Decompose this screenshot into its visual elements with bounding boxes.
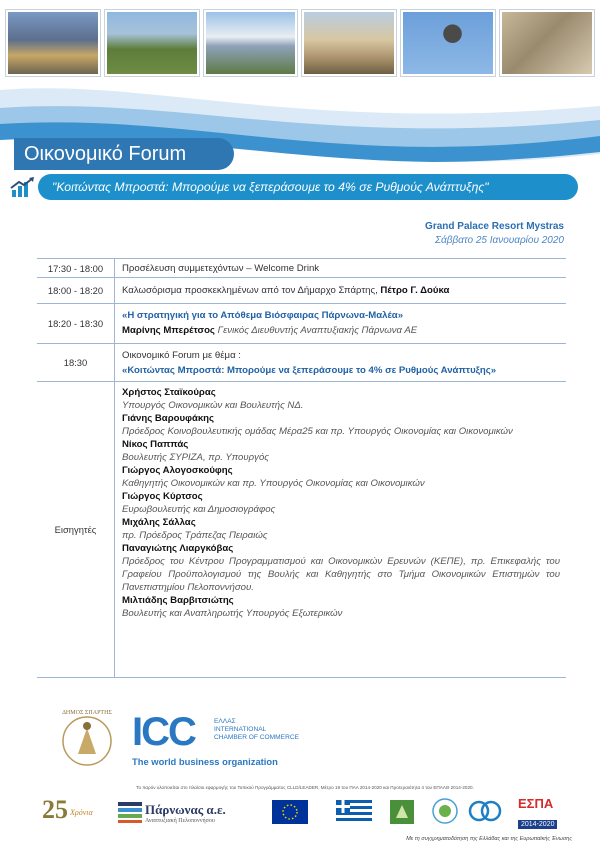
icc-mark: ICC bbox=[132, 710, 195, 754]
speaker-role: Υπουργός Οικονομικών και Βουλευτής ΝΔ. bbox=[122, 400, 304, 411]
program-row bbox=[37, 258, 566, 278]
program-item: Προσέλευση συμμετεχόντων – Welcome Drink bbox=[122, 262, 320, 274]
dimos-spartis-logo bbox=[58, 710, 116, 768]
venue-block bbox=[425, 221, 564, 246]
event-date: Σάββατο 25 Ιανουαρίου 2020 bbox=[435, 235, 564, 246]
photo-mosaic bbox=[500, 10, 594, 76]
eu-flag-logo bbox=[272, 800, 308, 824]
program-time: 18:30 bbox=[37, 344, 115, 381]
speaker-entry bbox=[122, 412, 560, 438]
speaker-name: Μαρίνης Μπερέτσος bbox=[122, 325, 215, 336]
forum-intro: Οικονομικό Forum με θέμα : bbox=[122, 350, 241, 361]
program-time: 18:00 - 18:20 bbox=[37, 278, 115, 303]
speaker-name: Μιλτιάδης Βαρβιτσιώτης bbox=[122, 595, 234, 606]
speaker-role: Γενικός Διευθυντής Αναπτυξιακής Πάρνωνα ΑΕ bbox=[217, 325, 418, 336]
icc-side-line: ΕΛΛΑΣ bbox=[214, 718, 236, 725]
program-row bbox=[37, 344, 566, 382]
speaker-role: Πρόεδρος Κοινοβουλευτικής ομάδας Μέρα25 και πρ. Υπουργός Οικονομίας και Οικονομικών bbox=[122, 426, 513, 437]
icc-tagline: The world business organization bbox=[132, 756, 278, 767]
photo-taygetos-mountains bbox=[204, 10, 298, 76]
speaker-entry bbox=[122, 490, 560, 516]
espa-label: ΕΣΠΑ bbox=[518, 796, 554, 811]
leader-logo bbox=[390, 800, 414, 824]
speaker-entry bbox=[122, 438, 560, 464]
forum-title: Οικονομικό Forum bbox=[14, 138, 234, 170]
speakers-list bbox=[115, 382, 566, 677]
program-talk-title: «Η στρατηγική για το Απόθεμα Βιόσφαιρας Πάρνωνα-Μαλέα» bbox=[122, 310, 404, 321]
speaker-entry bbox=[122, 516, 560, 542]
program-item bbox=[115, 344, 566, 381]
speaker-name: Γιάνης Βαρουφάκης bbox=[122, 413, 215, 424]
espa-logo bbox=[518, 796, 568, 828]
speaker-role: Καθηγητής Οικονομικών και πρ. Υπουργός Οικονομίας και Οικονομικών bbox=[122, 478, 425, 489]
program-row bbox=[37, 278, 566, 304]
anniversary-word: Χρόνια bbox=[70, 808, 93, 817]
icc-side-line: CHAMBER OF COMMERCE bbox=[214, 734, 299, 741]
speaker-name: Χρήστος Σταϊκούρας bbox=[122, 387, 216, 398]
photo-landscape bbox=[105, 10, 199, 76]
speaker-entry bbox=[122, 464, 560, 490]
program-text: Καλωσόρισμα προσκεκλημένων από τον Δήμαρχο Σπάρτης, bbox=[122, 285, 378, 296]
speaker-name: Παναγιώτης Λιαργκόβας bbox=[122, 543, 234, 554]
anniversary-number: 25 bbox=[42, 795, 68, 824]
speaker-entry bbox=[122, 594, 560, 620]
program-item bbox=[115, 278, 566, 303]
forum-theme-banner: "Κοιτώντας Μπροστά: Μπορούμε να ξεπεράσουμε το 4% σε Ρυθμούς Ανάπτυξης" bbox=[38, 174, 578, 200]
dimos-spartis-label: ΔΗΜΟΣ ΣΠΑΡΤΗΣ bbox=[62, 710, 112, 716]
funding-fine-print: Το παρόν υλοποιείται στο πλαίσιο εφαρμογής του Τοπικού Προγράμματος CLLD/LEADER, Μέτρο 19 του ΠΑΑ 2014-2020 και Προτεραιότητα 4 του ΕΠΑΛΘ 2014-2020. bbox=[136, 785, 474, 790]
speaker-name: Νίκος Παππάς bbox=[122, 439, 189, 450]
speakers-label: Εισηγητές bbox=[37, 382, 115, 677]
cofunding-note: Με τη συγχρηματοδότηση της Ελλάδας και της Ευρωπαϊκής Ένωσης bbox=[406, 836, 572, 842]
photo-leonidas-statue bbox=[401, 10, 495, 76]
speaker-entry bbox=[122, 542, 560, 594]
program-time: 17:30 - 18:00 bbox=[37, 259, 115, 277]
program-table bbox=[37, 258, 566, 678]
speaker-name: Γιώργος Κύρτσος bbox=[122, 491, 203, 502]
program-row bbox=[37, 304, 566, 344]
speaker-role: Βουλευτής και Αναπληρωτής Υπουργός Εξωτερικών bbox=[122, 608, 343, 619]
parnon-logo bbox=[145, 802, 226, 824]
icc-logo bbox=[132, 712, 322, 772]
program-time: 18:20 - 18:30 bbox=[37, 304, 115, 343]
anniversary-25-logo bbox=[40, 796, 100, 830]
speaker-role: Πρόεδρος του Κέντρου Προγραμματισμού και Οικονομικών Ερευνών (ΚΕΠΕ), πρ. Επικεφαλής του Γραφείου Προϋπολογισμού της Βουλής και Καθηγητής στο Τμήμα Οικονομικών Επιστημών του Πανεπιστημίου Πελοποννήσου. bbox=[122, 556, 560, 593]
icc-side-text bbox=[214, 718, 299, 742]
header-photo-strip bbox=[6, 10, 594, 76]
decorative-wave bbox=[0, 78, 600, 188]
speaker-name: Γιώργος Αλογοσκούφης bbox=[122, 465, 233, 476]
mayor-name: Πέτρο Γ. Δούκα bbox=[380, 285, 450, 296]
venue-name: Grand Palace Resort Mystras bbox=[425, 221, 564, 232]
speaker-name: Μιχάλης Σάλλας bbox=[122, 517, 196, 528]
photo-archaeological-site bbox=[302, 10, 396, 76]
greek-flag-logo bbox=[336, 800, 372, 824]
program-item bbox=[115, 304, 566, 343]
parnon-stripes-icon bbox=[118, 800, 142, 824]
speaker-entry bbox=[122, 386, 560, 412]
espa-years: 2014-2020 bbox=[518, 820, 557, 829]
rural-development-logo bbox=[432, 798, 458, 824]
footer-logos bbox=[0, 700, 600, 850]
growth-chart-icon bbox=[10, 176, 36, 198]
photo-mystras-palace bbox=[6, 10, 100, 76]
forum-topic: «Κοιτώντας Μπροστά: Μπορούμε να ξεπεράσουμε το 4% σε Ρυθμούς Ανάπτυξης» bbox=[122, 365, 497, 376]
fisheries-programme-logo bbox=[468, 800, 502, 822]
icc-side-line: INTERNATIONAL bbox=[214, 726, 267, 733]
speaker-role: Ευρωβουλευτής και Δημοσιογράφος bbox=[122, 504, 276, 515]
parnon-name: Πάρνωνας α.ε. bbox=[145, 802, 226, 817]
speakers-row bbox=[37, 382, 566, 678]
sponsor-logos bbox=[40, 796, 580, 830]
speaker-role: Βουλευτής ΣΥΡΙΖΑ, πρ. Υπουργός bbox=[122, 452, 269, 463]
parnon-subtitle: Αναπτυξιακή Πελοποννήσου bbox=[145, 818, 215, 824]
speaker-role: πρ. Πρόεδρος Τράπεζας Πειραιώς bbox=[122, 530, 268, 541]
